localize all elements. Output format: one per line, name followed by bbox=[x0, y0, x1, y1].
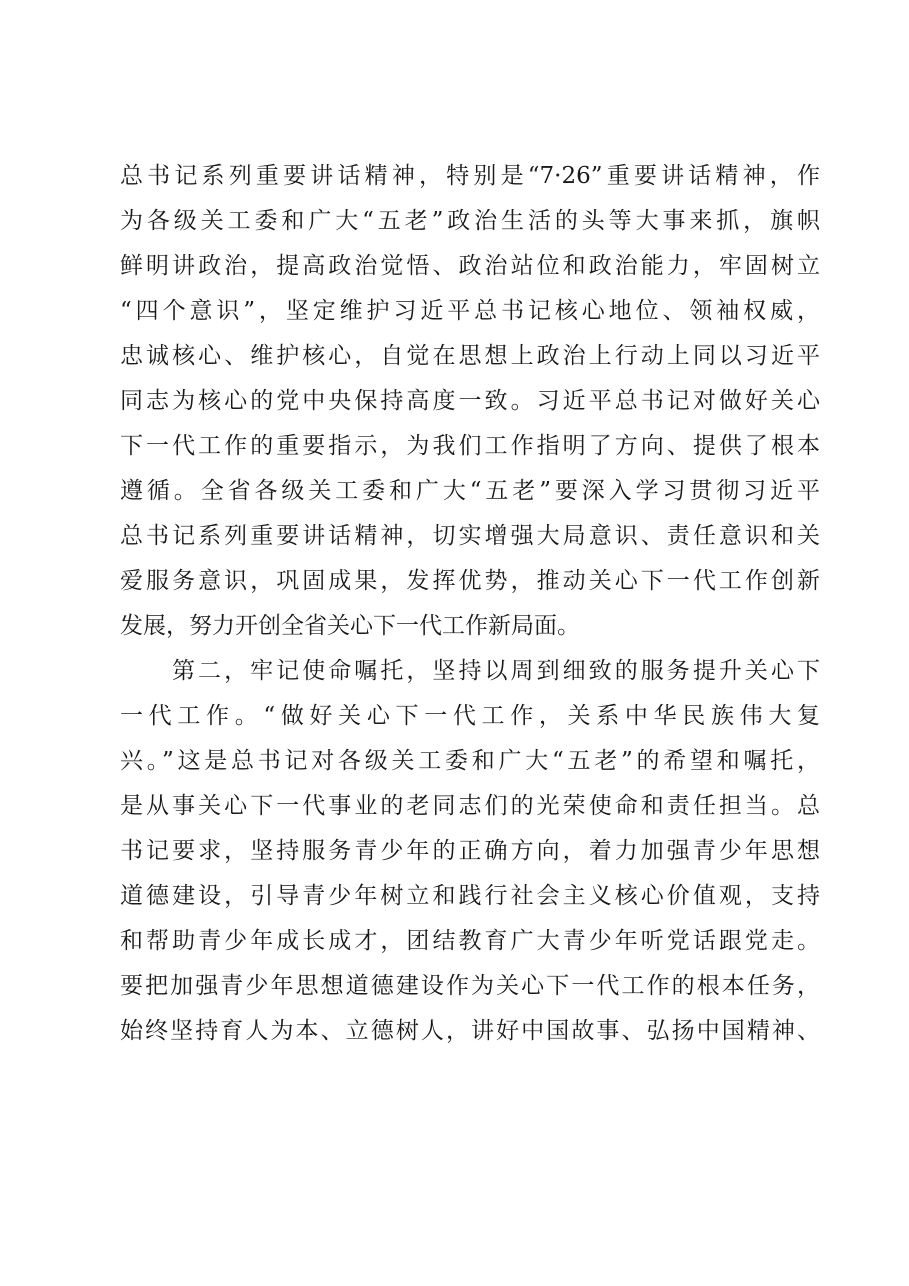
text-line: “四个意识”，坚定维护习近平总书记核心地位、领袖权威， bbox=[120, 298, 820, 324]
text-line: 道德建设，引导青少年树立和践行社会主义核心价值观，支持 bbox=[120, 883, 820, 909]
text-line: 和帮助青少年成长成才，团结教育广大青少年听党话跟党走。 bbox=[120, 928, 820, 954]
text-line: 总书记系列重要讲话精神，切实增强大局意识、责任意识和关 bbox=[120, 523, 820, 549]
text-line: 一代工作。“做好关心下一代工作，关系中华民族伟大复 bbox=[120, 703, 820, 729]
text-line: 下一代工作的重要指示，为我们工作指明了方向、提供了根本 bbox=[120, 433, 820, 459]
text-line: 兴。”这是总书记对各级关工委和广大“五老”的希望和嘱托， bbox=[120, 748, 820, 774]
text-line: 为各级关工委和广大“五老”政治生活的头等大事来抓，旗帜 bbox=[120, 208, 820, 234]
text-line: 忠诚核心、维护核心，自觉在思想上政治上行动上同以习近平 bbox=[120, 343, 820, 369]
paragraph-first-line: 第二，牢记使命嘱托，坚持以周到细致的服务提升关心下 bbox=[172, 658, 820, 684]
text-line: 爱服务意识，巩固成果，发挥优势，推动关心下一代工作创新 bbox=[120, 568, 820, 594]
text-line: 是从事关心下一代事业的老同志们的光荣使命和责任担当。总 bbox=[120, 793, 820, 819]
paragraph-end-line: 发展，努力开创全省关心下一代工作新局面。 bbox=[120, 613, 580, 639]
text-line: 同志为核心的党中央保持高度一致。习近平总书记对做好关心 bbox=[120, 388, 820, 414]
text-line: 要把加强青少年思想道德建设作为关心下一代工作的根本任务， bbox=[120, 973, 820, 999]
text-line: 总书记系列重要讲话精神，特别是“7·26”重要讲话精神，作 bbox=[120, 163, 820, 189]
text-line: 书记要求，坚持服务青少年的正确方向，着力加强青少年思想 bbox=[120, 838, 820, 864]
text-line: 鲜明讲政治，提高政治觉悟、政治站位和政治能力，牢固树立 bbox=[120, 253, 820, 279]
text-line: 始终坚持育人为本、立德树人，讲好中国故事、弘扬中国精神、 bbox=[120, 1018, 820, 1044]
text-line: 遵循。全省各级关工委和广大“五老”要深入学习贯彻习近平 bbox=[120, 478, 820, 504]
